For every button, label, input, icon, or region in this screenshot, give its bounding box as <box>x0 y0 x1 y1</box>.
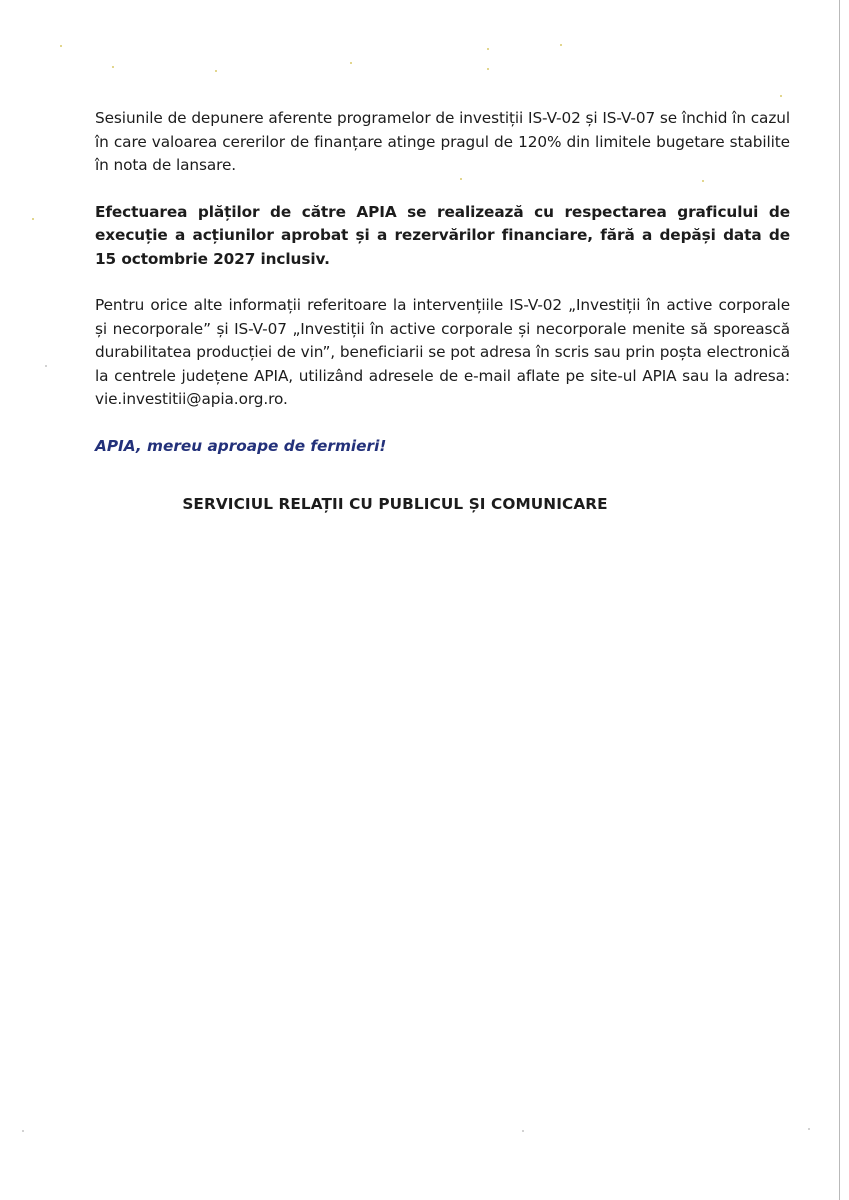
scan-speck <box>215 70 217 72</box>
scan-speck <box>487 48 489 50</box>
scan-speck <box>808 1128 810 1130</box>
scan-speck <box>45 365 47 367</box>
document-body <box>95 107 790 458</box>
scan-speck <box>32 218 34 220</box>
scan-speck <box>60 45 62 47</box>
scan-speck <box>560 44 562 46</box>
motto: APIA, mereu aproape de fermieri! <box>95 436 387 455</box>
scan-speck <box>522 1130 524 1132</box>
paragraph-contact-info: Pentru orice alte informații referitoare la intervențiile IS-V-02 „Investiții în active corporale și necorporale” și IS-V-07 „Investiții în active corporale și necorporale menite să sporească durabilitatea producției de vin”, beneficiarii se pot adresa în scris sau prin poșta electronică la centrele județene APIA, utilizând adresele de e-mail aflate pe site-ul APIA sau la adresa: vie.investitii@apia.org.ro. <box>95 296 790 408</box>
scan-speck <box>350 62 352 64</box>
paragraph-payments: Efectuarea plăților de către APIA se realizează cu respectarea graficului de execuție a acțiunilor aprobat și a rezervărilor financiare, fără a depăși data de 15 octombrie 2027 inclusiv. <box>95 202 790 268</box>
signature-department: SERVICIUL RELAȚII CU PUBLICUL ȘI COMUNICARE <box>182 495 608 513</box>
scan-speck <box>22 1130 24 1132</box>
paragraph-sessions-closing: Sesiunile de depunere aferente programelor de investiții IS-V-02 și IS-V-07 se închid în cazul în care valoarea cererilor de finanțare atinge pragul de 120% din limitele bugetare stabilite în nota de lansare. <box>95 109 790 174</box>
scan-speck <box>780 95 782 97</box>
scan-speck <box>487 68 489 70</box>
scan-edge-line <box>839 0 840 1200</box>
scan-speck <box>112 66 114 68</box>
